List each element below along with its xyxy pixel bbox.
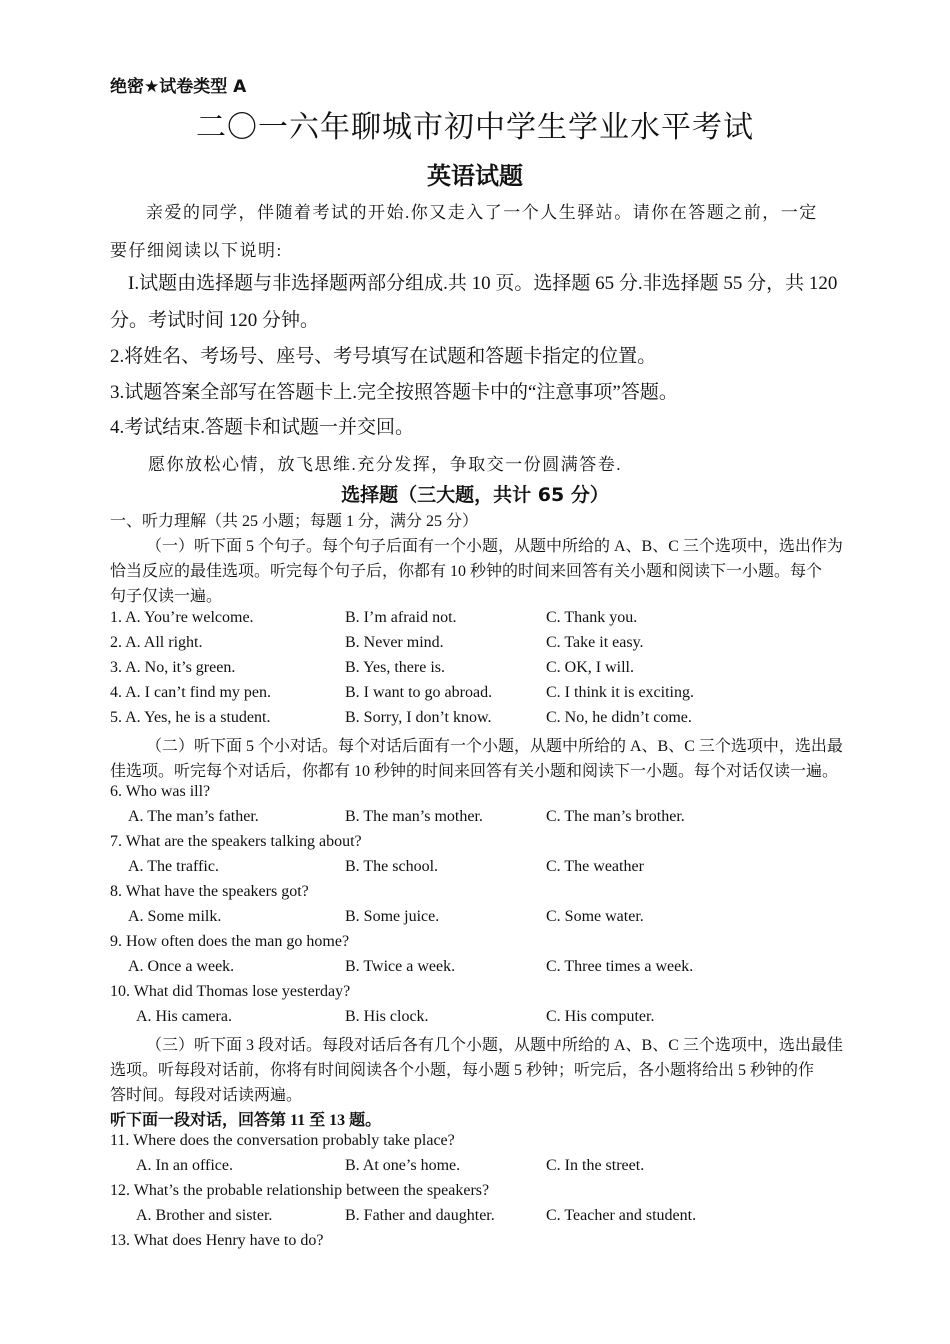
q7-question: 7. What are the speakers talking about?	[110, 833, 362, 850]
q8-option-a: A. Some milk.	[128, 908, 222, 925]
q10-option-b: B. His clock.	[345, 1008, 429, 1025]
sub1-line-1: （一）听下面 5 个句子。每个句子后面有一个小题，从题中所给的 A、B、C 三个选项中，选出作为	[146, 538, 843, 555]
q11-option-c: C. In the street.	[546, 1157, 645, 1174]
q5-option-b: B. Sorry, I don’t know.	[345, 709, 492, 726]
secret-label: 绝密★试卷类型 A	[110, 77, 247, 97]
q8-question: 8. What have the speakers got?	[110, 883, 309, 900]
sub2-line-2: 佳选项。听完每个对话后，你都有 10 秒钟的时间来回答有关小题和阅读下一小题。每个对话仅读一遍。	[110, 763, 839, 780]
q11-option-b: B. At one’s home.	[345, 1157, 461, 1174]
subject-title: 英语试题	[427, 162, 523, 190]
q9-option-b: B. Twice a week.	[345, 958, 456, 975]
q12-option-b: B. Father and daughter.	[345, 1207, 495, 1224]
q8-option-b: B. Some juice.	[345, 908, 440, 925]
q2-option-c: C. Take it easy.	[546, 634, 644, 651]
instruction-1-line-1: I.试题由选择题与非选择题两部分组成.共 10 页。选择题 65 分.非选择题 55 分，共 120	[128, 273, 838, 294]
q9-option-a: A. Once a week.	[128, 958, 235, 975]
q1-option-c: C. Thank you.	[546, 609, 638, 626]
wish-line: 愿你放松心情，放飞思维.充分发挥，争取交一份圆满答卷.	[148, 455, 622, 474]
q2-option-b: B. Never mind.	[345, 634, 444, 651]
q3-option-b: B. Yes, there is.	[345, 659, 446, 676]
q6-option-c: C. The man’s brother.	[546, 808, 685, 825]
q11-option-a: A. In an office.	[136, 1157, 233, 1174]
part1-heading: 一、听力理解（共 25 小题；每题 1 分，满分 25 分）	[110, 513, 479, 530]
q12-option-a: A. Brother and sister.	[136, 1207, 273, 1224]
q11-question: 11. Where does the conversation probably take place?	[110, 1132, 455, 1149]
q5-option-a: 5. A. Yes, he is a student.	[110, 709, 271, 726]
sub3-line-3: 答时间。每段对话读两遍。	[110, 1087, 303, 1104]
instruction-1-line-2: 分。考试时间 120 分钟。	[110, 310, 320, 331]
q8-option-c: C. Some water.	[546, 908, 644, 925]
q12-question: 12. What’s the probable relationship between the speakers?	[110, 1182, 490, 1199]
q2-option-a: 2. A. All right.	[110, 634, 203, 651]
q6-option-a: A. The man’s father.	[128, 808, 259, 825]
q1-option-b: B. I’m afraid not.	[345, 609, 457, 626]
instruction-4: 4.考试结束.答题卡和试题一并交回。	[110, 417, 415, 438]
q9-question: 9. How often does the man go home?	[110, 933, 350, 950]
q6-option-b: B. The man’s mother.	[345, 808, 483, 825]
q10-option-a: A. His camera.	[136, 1008, 232, 1025]
q3-option-a: 3. A. No, it’s green.	[110, 659, 236, 676]
q3-option-c: C. OK, I will.	[546, 659, 634, 676]
instruction-3: 3.试题答案全部写在答题卡上.完全按照答题卡中的“注意事项”答题。	[110, 382, 678, 403]
q9-option-c: C. Three times a week.	[546, 958, 694, 975]
q10-question: 10. What did Thomas lose yesterday?	[110, 983, 351, 1000]
q5-option-c: C. No, he didn’t come.	[546, 709, 692, 726]
q6-question: 6. Who was ill?	[110, 783, 211, 800]
q10-option-c: C. His computer.	[546, 1008, 655, 1025]
sub2-line-1: （二）听下面 5 个小对话。每个对话后面有一个小题，从题中所给的 A、B、C 三个选项中，选出最	[146, 738, 843, 755]
q1-option-a: 1. A. You’re welcome.	[110, 609, 254, 626]
sub3-line-1: （三）听下面 3 段对话。每段对话后各有几个小题，从题中所给的 A、B、C 三个选项中，选出最佳	[146, 1037, 843, 1054]
q7-option-b: B. The school.	[345, 858, 439, 875]
exam-title: 二〇一六年聊城市初中学生学业水平考试	[196, 111, 754, 144]
sub3-line-2: 选项。听每段对话前，你将有时间阅读各个小题，每小题 5 秒钟；听完后，各小题将给出 5 秒钟的作	[110, 1062, 815, 1079]
q7-option-a: A. The traffic.	[128, 858, 219, 875]
sub1-line-2: 恰当反应的最佳选项。听完每个句子后，你都有 10 秒钟的时间来回答有关小题和阅读下一小题。每个	[110, 563, 823, 580]
q4-option-c: C. I think it is exciting.	[546, 684, 694, 701]
section-title: 选择题（三大题，共计 65 分）	[341, 484, 609, 506]
q4-option-b: B. I want to go abroad.	[345, 684, 493, 701]
dialogue1-heading: 听下面一段对话，回答第 11 至 13 题。	[110, 1112, 382, 1129]
q12-option-c: C. Teacher and student.	[546, 1207, 697, 1224]
sub1-line-3: 句子仅读一遍。	[110, 588, 223, 605]
q13-question: 13. What does Henry have to do?	[110, 1232, 324, 1249]
intro-line-2: 要仔细阅读以下说明:	[110, 241, 283, 260]
instruction-2: 2.将姓名、考场号、座号、考号填写在试题和答题卡指定的位置。	[110, 346, 657, 367]
q4-option-a: 4. A. I can’t find my pen.	[110, 684, 272, 701]
q7-option-c: C. The weather	[546, 858, 644, 875]
intro-line-1: 亲爱的同学，伴随着考试的开始.你又走入了一个人生驿站。请你在答题之前，一定	[146, 203, 818, 222]
